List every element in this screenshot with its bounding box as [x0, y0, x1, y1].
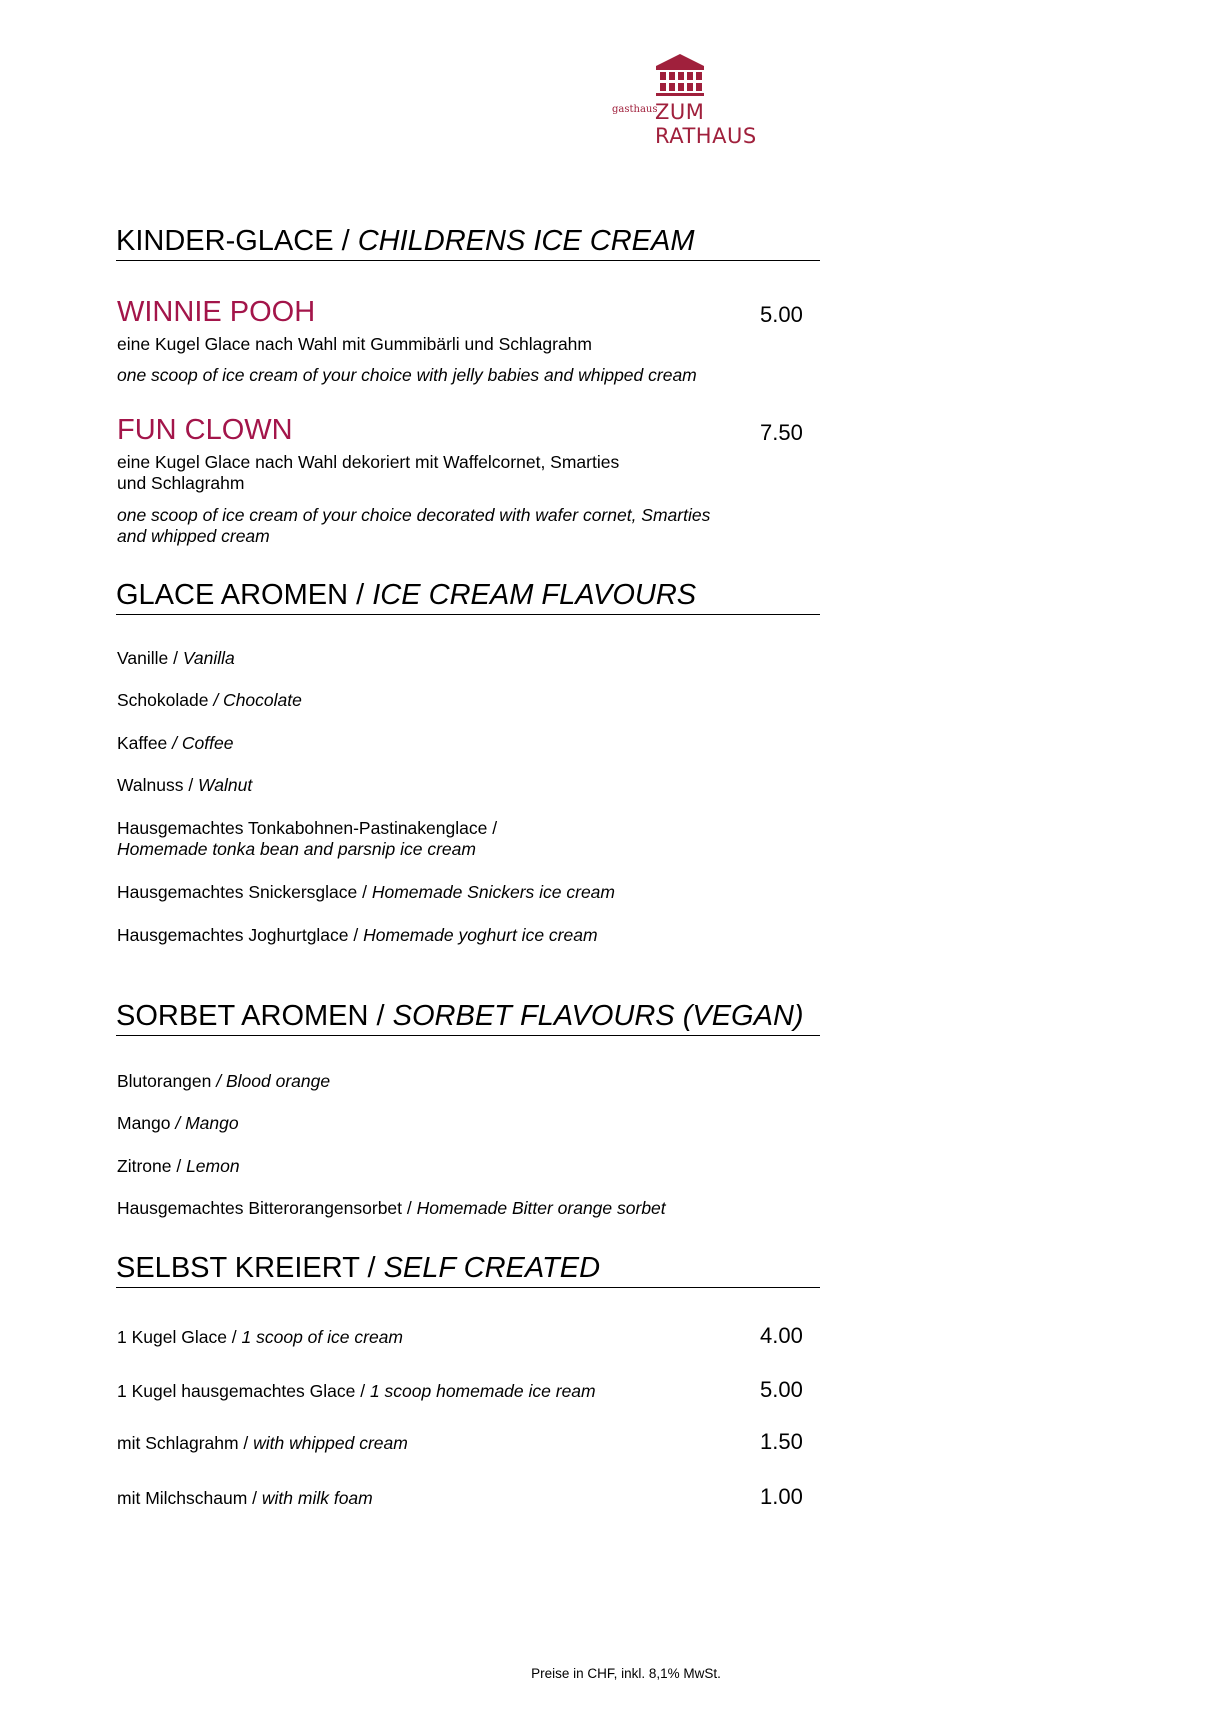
list-item: Zitrone / Lemon — [117, 1156, 240, 1176]
item-title-winnie-pooh: WINNIE POOH — [117, 296, 316, 328]
list-item: Schokolade / Chocolate — [117, 690, 302, 710]
list-item: Hausgemachtes Bitterorangensorbet / Homemade Bitter orange sorbet — [117, 1198, 666, 1218]
item-price: 7.50 — [760, 420, 803, 445]
item-price: 4.00 — [760, 1323, 803, 1348]
list-item: Kaffee / Coffee — [117, 733, 234, 753]
item-description-de: eine Kugel Glace nach Wahl mit Gummibärli und Schlagrahm — [117, 334, 592, 354]
list-item: Walnuss / Walnut — [117, 775, 253, 795]
item-description-de: und Schlagrahm — [117, 473, 245, 493]
logo — [612, 52, 812, 148]
item-price: 1.50 — [760, 1429, 803, 1454]
item-description-en: one scoop of ice cream of your choice with jelly babies and whipped cream — [117, 365, 697, 385]
section-heading-sorbet — [116, 999, 820, 1036]
heading-de: SELBST KREIERT / — [116, 1252, 384, 1284]
item-price: 1.00 — [760, 1484, 803, 1509]
heading-en: ICE CREAM FLAVOURS — [372, 579, 697, 611]
heading-de: KINDER-GLACE / — [116, 225, 358, 257]
list-item: 1 Kugel hausgemachtes Glace / 1 scoop homemade ice ream — [117, 1381, 596, 1401]
logo-subtitle: gasthaus — [612, 104, 658, 115]
heading-en: SORBET FLAVOURS (VEGAN) — [392, 1000, 804, 1032]
section-heading-flavours — [116, 578, 820, 615]
footer-note: Preise in CHF, inkl. 8,1% MwSt. — [531, 1666, 721, 1681]
logo-name: ZUM RATHAUS — [655, 100, 757, 148]
list-item: Hausgemachtes Snickersglace / Homemade Snickers ice cream — [117, 882, 615, 902]
item-description-en: one scoop of ice cream of your choice decorated with wafer cornet, Smarties — [117, 505, 711, 525]
list-item: Hausgemachtes Tonkabohnen-Pastinakenglace / Homemade tonka bean and parsnip ice cream — [117, 818, 498, 859]
list-item: Blutorangen / Blood orange — [117, 1071, 331, 1091]
town-hall-icon — [656, 52, 704, 98]
item-description-en: and whipped cream — [117, 526, 270, 546]
list-item: 1 Kugel Glace / 1 scoop of ice cream — [117, 1327, 403, 1347]
heading-de: GLACE AROMEN / — [116, 579, 373, 611]
list-item: mit Milchschaum / with milk foam — [117, 1488, 373, 1508]
item-title-fun-clown: FUN CLOWN — [117, 414, 293, 446]
list-item: Hausgemachtes Joghurtglace / Homemade yoghurt ice cream — [117, 925, 598, 945]
item-description-de: eine Kugel Glace nach Wahl dekoriert mit Waffelcornet, Smarties — [117, 452, 620, 472]
heading-de: SORBET AROMEN / — [116, 1000, 393, 1032]
item-price: 5.00 — [760, 302, 803, 327]
section-heading-kids — [116, 224, 820, 261]
list-item: Vanille / Vanilla — [117, 648, 235, 668]
section-heading-self — [116, 1251, 820, 1288]
heading-en: SELF CREATED — [383, 1252, 601, 1284]
list-item: Mango / Mango — [117, 1113, 239, 1133]
heading-en: CHILDRENS ICE CREAM — [357, 225, 695, 257]
list-item: mit Schlagrahm / with whipped cream — [117, 1433, 408, 1453]
item-price: 5.00 — [760, 1377, 803, 1402]
